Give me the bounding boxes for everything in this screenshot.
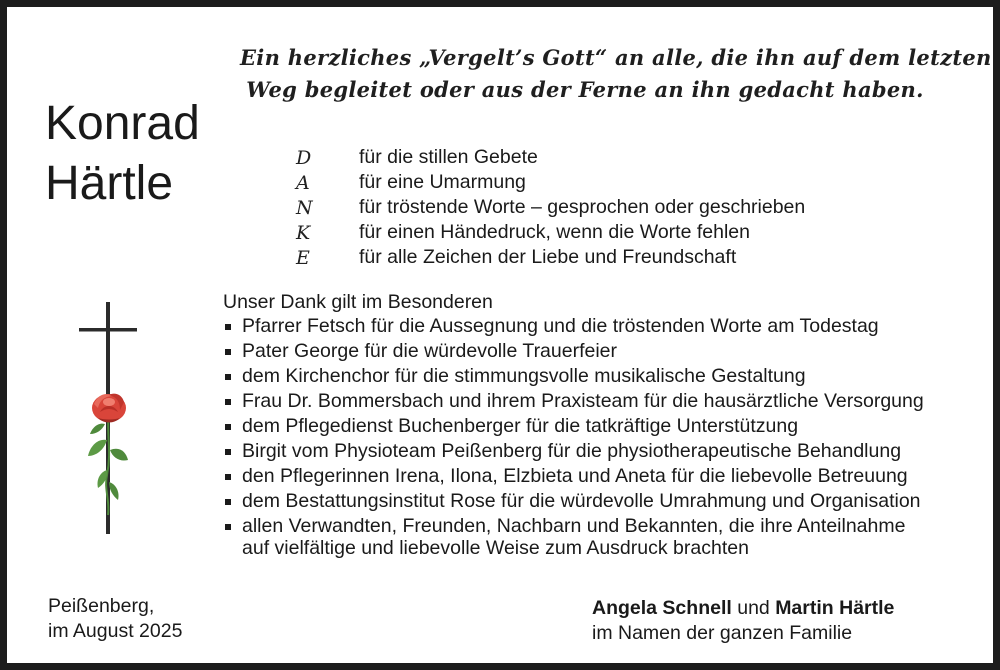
- signer-1: Angela Schnell: [592, 597, 732, 619]
- list-item: dem Bestattungsinstitut Rose für die würdevolle Umrahmung und Organisation: [223, 490, 983, 512]
- signer-names: [592, 596, 894, 621]
- danke-letter: N: [296, 196, 313, 219]
- list-item: Frau Dr. Bommersbach und ihrem Praxisteam für die hausärztliche Versorgung: [223, 390, 983, 412]
- danke-letter: A: [296, 171, 310, 194]
- danke-text: für eine Umarmung: [359, 171, 526, 193]
- deceased-name: [45, 94, 200, 214]
- signers: [592, 596, 894, 646]
- list-item: Birgit vom Physioteam Peißenberg für die physiotherapeutische Behandlung: [223, 440, 983, 462]
- list-item: dem Pflegedienst Buchenberger für die tatkräftige Unterstützung: [223, 415, 983, 437]
- intro-text: [240, 42, 992, 106]
- danke-row: [292, 245, 805, 270]
- danke-letter: E: [296, 246, 310, 269]
- thanks-list: [223, 315, 983, 559]
- list-item: Pater George für die würdevolle Trauerfeier: [223, 340, 983, 362]
- danke-row: [292, 145, 805, 170]
- danke-row: [292, 195, 805, 220]
- place-month: im August 2025: [48, 620, 183, 642]
- intro-line-2: Weg begleitet oder aus der Ferne an ihn gedacht haben.: [246, 77, 924, 102]
- list-item: dem Kirchenchor für die stimmungsvolle musikalische Gestaltung: [223, 365, 983, 387]
- list-item: den Pflegerinnen Irena, Ilona, Elzbieta und Aneta für die liebevolle Betreuung: [223, 465, 983, 487]
- danke-text: für alle Zeichen der Liebe und Freundschaft: [359, 246, 737, 268]
- place-city: Peißenberg,: [48, 595, 155, 617]
- danke-letter: K: [296, 221, 311, 244]
- last-name: Härtle: [45, 157, 174, 210]
- list-item-line-1: allen Verwandten, Freunden, Nachbarn und Bekannten, die ihre Anteilnahme: [242, 515, 906, 537]
- danke-row: [292, 220, 805, 245]
- list-item: [223, 515, 983, 559]
- list-item: Pfarrer Fetsch für die Aussegnung und die tröstenden Worte am Todestag: [223, 315, 983, 337]
- place-date: [48, 594, 182, 644]
- list-item-line-2: auf vielfältige und liebevolle Weise zum Ausdruck brachten: [242, 537, 749, 559]
- intro-line-1: Ein herzliches „Vergelt’s Gott“ an alle, die ihn auf dem letzten: [240, 45, 992, 70]
- danke-acrostic: [292, 145, 805, 270]
- first-name: Konrad: [45, 97, 200, 150]
- thanks-heading: Unser Dank gilt im Besonderen: [223, 291, 493, 313]
- cross-with-rose-icon: [76, 300, 140, 545]
- danke-letter: D: [296, 146, 312, 169]
- danke-text: für tröstende Worte – gesprochen oder geschrieben: [359, 196, 806, 218]
- family-line: im Namen der ganzen Familie: [592, 622, 853, 644]
- special-thanks: [223, 290, 983, 562]
- danke-text: für die stillen Gebete: [359, 146, 538, 168]
- danke-row: [292, 170, 805, 195]
- signer-2: Martin Härtle: [775, 597, 895, 619]
- signer-conjunction: und: [737, 597, 770, 619]
- danke-text: für einen Händedruck, wenn die Worte fehlen: [359, 221, 750, 243]
